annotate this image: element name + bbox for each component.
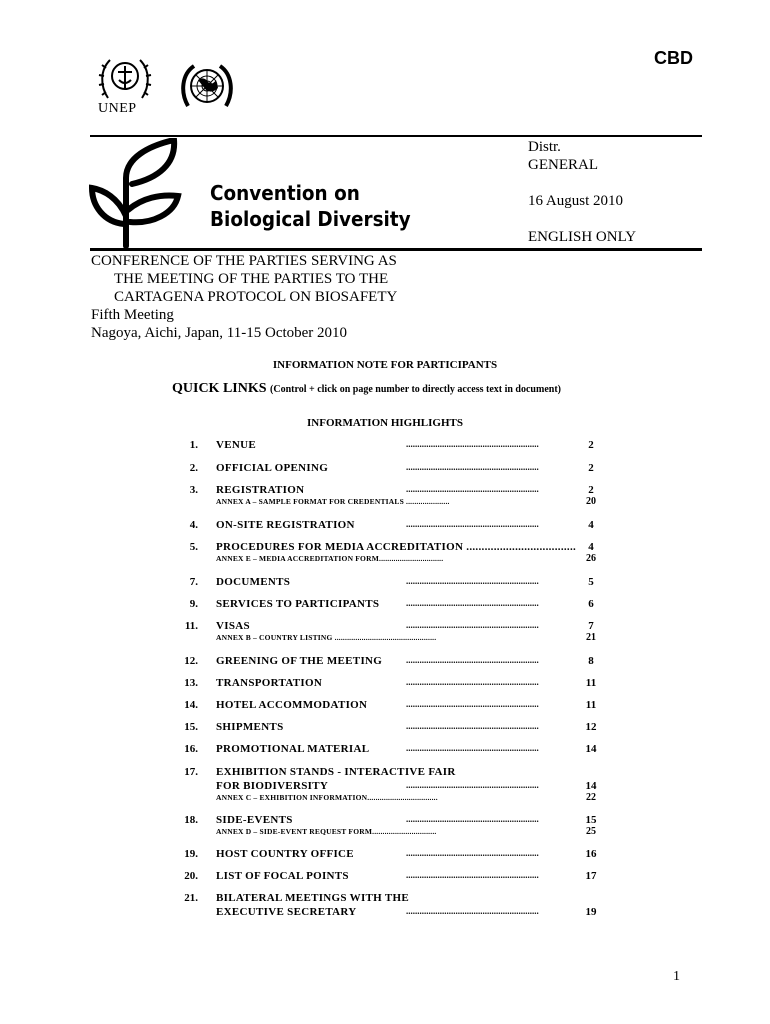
toc-title-line2: FOR BIODIVERSITY [216, 780, 329, 792]
toc-annex: ANNEX C – EXHIBITION INFORMATION.................................. [216, 793, 438, 802]
toc-leader-dots: ........................................................... [406, 484, 539, 494]
toc-page-link[interactable]: 4 [588, 519, 594, 531]
toc-leader-dots: ........................................................... [406, 870, 539, 880]
toc-title: DOCUMENTS [216, 576, 291, 588]
toc-annex-page-link[interactable]: 22 [586, 792, 596, 803]
toc-page-link[interactable]: 16 [585, 848, 597, 860]
toc-leader-dots: ........................................................... [406, 655, 539, 665]
toc-number: 16. [184, 743, 198, 755]
toc-number: 15. [184, 721, 198, 733]
toc-annex: ANNEX D – SIDE-EVENT REQUEST FORM............................... [216, 827, 437, 836]
toc-number: 21. [184, 892, 198, 904]
distribution-block [528, 138, 636, 246]
quick-links-label: QUICK LINKS [172, 381, 267, 396]
convention-name [210, 180, 411, 232]
toc-leader-dots: ........................................................... [406, 439, 539, 449]
quick-links-note: (Control + click on page number to directly access text in document) [270, 384, 561, 395]
toc-number: 17. [184, 766, 198, 778]
toc-number: 2. [189, 462, 198, 474]
toc-title: VISAS [216, 620, 250, 632]
toc-page-link[interactable]: 12 [585, 721, 597, 733]
toc-title: ON-SITE REGISTRATION [216, 519, 355, 531]
toc-leader-dots: ........................................................... [406, 519, 539, 529]
toc-title: EXHIBITION STANDS - INTERACTIVE FAIR [216, 766, 456, 778]
toc-title: SIDE-EVENTS [216, 814, 293, 826]
header-top-rule [90, 135, 702, 137]
distr-general: GENERAL [528, 157, 598, 173]
un-emblem [180, 62, 234, 112]
toc-title-line2: EXECUTIVE SECRETARY [216, 906, 357, 918]
toc-leader-dots: ........................................................... [406, 699, 539, 709]
toc-title: OFFICIAL OPENING [216, 462, 329, 474]
toc-page-link[interactable]: 4 [588, 541, 594, 553]
toc-leader-dots: ........................................................... [406, 677, 539, 687]
toc-number: 20. [184, 870, 198, 882]
toc-number: 19. [184, 848, 198, 860]
toc-page-link[interactable]: 17 [585, 870, 597, 882]
document-date: 16 August 2010 [528, 193, 624, 209]
toc-leader-dots: ........................................................... [406, 620, 539, 630]
toc-number: 12. [184, 655, 198, 667]
toc-title: HOST COUNTRY OFFICE [216, 848, 354, 860]
meeting-line-4: Fifth Meeting [91, 307, 174, 323]
toc-leader-dots: ........................................................... [406, 780, 539, 790]
toc-annex-page-link[interactable]: 21 [586, 632, 596, 643]
toc-leader-dots: ........................................................... [406, 721, 539, 731]
page-number: 1 [673, 969, 680, 984]
toc-leader-dots: ........................................................... [406, 462, 539, 472]
quick-links-heading [172, 381, 561, 397]
meeting-line-5: Nagoya, Aichi, Japan, 11-15 October 2010 [91, 325, 348, 341]
cbd-leaf-logo [88, 138, 188, 248]
toc-page-link[interactable]: 14 [585, 780, 597, 792]
toc-number: 9. [189, 598, 198, 610]
toc-annex: ANNEX A – SAMPLE FORMAT FOR CREDENTIALS ..................... [216, 497, 450, 506]
meeting-line-1: CONFERENCE OF THE PARTIES SERVING AS [91, 253, 397, 269]
toc-leader-dots: ........................................................... [406, 576, 539, 586]
toc-leader-dots: ........................................................... [406, 906, 539, 916]
toc-title: REGISTRATION [216, 484, 305, 496]
toc-page-link[interactable]: 15 [585, 814, 597, 826]
toc-title: VENUE [216, 439, 257, 451]
toc-annex-page-link[interactable]: 20 [586, 496, 596, 507]
toc-annex: ANNEX B – COUNTRY LISTING ................................................. [216, 633, 437, 642]
convention-name-line1: Convention on [210, 181, 360, 205]
toc-page-link[interactable]: 8 [588, 655, 594, 667]
distr-label: Distr. [528, 139, 561, 155]
toc-number: 1. [189, 439, 198, 451]
meeting-info [91, 252, 397, 342]
toc-number: 4. [189, 519, 198, 531]
toc-number: 13. [184, 677, 198, 689]
toc-title: TRANSPORTATION [216, 677, 323, 689]
toc-title: BILATERAL MEETINGS WITH THE [216, 892, 410, 904]
toc-page-link[interactable]: 7 [588, 620, 594, 632]
toc-title: SHIPMENTS [216, 721, 284, 733]
toc-number: 18. [184, 814, 198, 826]
document-symbol: CBD [654, 48, 693, 68]
toc-title: PROMOTIONAL MATERIAL [216, 743, 370, 755]
toc-page-link[interactable]: 11 [585, 699, 597, 711]
toc-annex-page-link[interactable]: 25 [586, 826, 596, 837]
toc-title: GREENING OF THE MEETING [216, 655, 383, 667]
convention-name-line2: Biological Diversity [210, 207, 411, 231]
toc-page-link[interactable]: 2 [588, 484, 594, 496]
toc-number: 3. [189, 484, 198, 496]
toc-annex-page-link[interactable]: 26 [586, 553, 596, 564]
toc-page-link[interactable]: 5 [588, 576, 594, 588]
toc-leader-dots: ........................................................... [406, 848, 539, 858]
toc-page-link[interactable]: 2 [588, 462, 594, 474]
toc-annex: ANNEX E – MEDIA ACCREDITATION FORM............................... [216, 554, 444, 563]
toc-page-link[interactable]: 6 [588, 598, 594, 610]
document-language: ENGLISH ONLY [528, 229, 637, 245]
toc-leader-dots: ........................................................... [406, 743, 539, 753]
toc-leader-dots: ........................................................... [406, 598, 539, 608]
toc-title: HOTEL ACCOMMODATION [216, 699, 368, 711]
toc-number: 7. [189, 576, 198, 588]
toc-leader-dots: ........................................................... [406, 814, 539, 824]
toc-title: LIST OF FOCAL POINTS [216, 870, 349, 882]
meeting-line-2: THE MEETING OF THE PARTIES TO THE [114, 271, 389, 287]
toc-page-link[interactable]: 2 [588, 439, 594, 451]
header-bottom-rule [90, 248, 702, 251]
toc-number: 5. [189, 541, 198, 553]
toc-number: 14. [184, 699, 198, 711]
meeting-line-3: CARTAGENA PROTOCOL ON BIOSAFETY [114, 289, 398, 305]
highlights-title: INFORMATION HIGHLIGHTS [307, 417, 463, 429]
toc-title: SERVICES TO PARTICIPANTS [216, 598, 380, 610]
toc-number: 11. [184, 620, 198, 632]
toc-page-link[interactable]: 11 [585, 677, 597, 689]
unep-label: UNEP [98, 101, 137, 116]
note-title: INFORMATION NOTE FOR PARTICIPANTS [272, 359, 498, 371]
toc-title: PROCEDURES FOR MEDIA ACCREDITATION .................................... [216, 541, 577, 553]
toc-page-link[interactable]: 14 [585, 743, 597, 755]
toc-page-link[interactable]: 19 [585, 906, 597, 918]
